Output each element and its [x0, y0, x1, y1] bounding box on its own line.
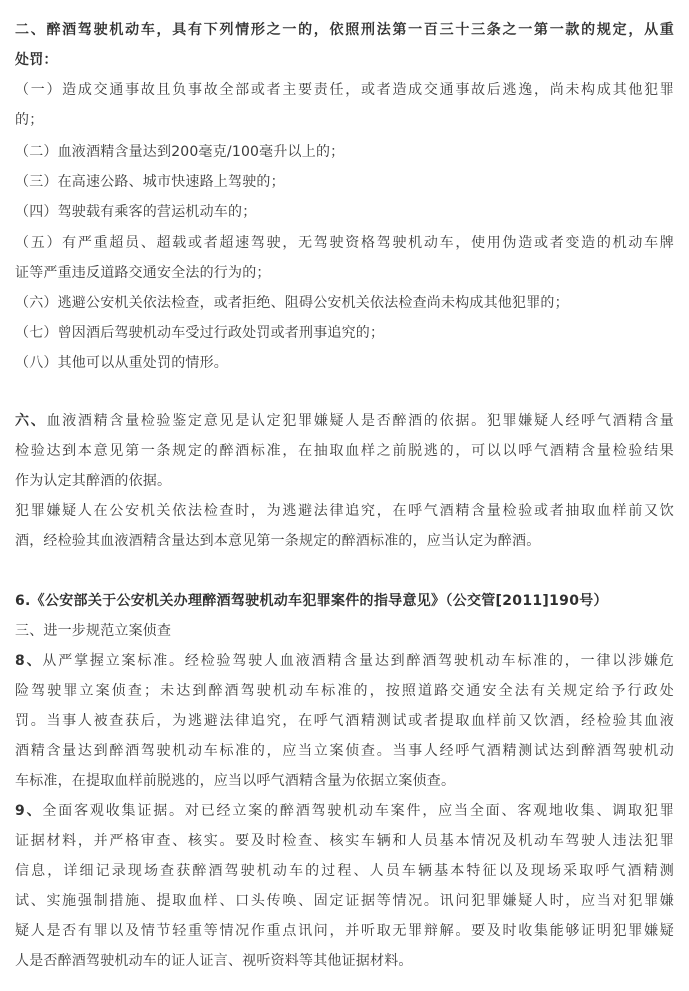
- doc6-p8-line-2: 险驾驶罪立案侦查；未达到醉酒驾驶机动车标准的，按照道路交通安全法有关规定给予行政处: [15, 683, 674, 699]
- doc6-p8-line-4: 酒精含量达到醉酒驾驶机动车标准的，应当立案侦查。当事人经呼气酒精测试达到醉酒驾驶机动: [15, 743, 674, 759]
- doc6-p9-line-5: 疑人是否有罪以及情节轻重等情况作重点讯问，并听取无罪辩解。要及时收集能够证明犯罪嫌疑: [15, 923, 674, 939]
- section2-item-8: （八）其他可以从重处罚的情形。: [15, 355, 228, 371]
- section2-item-6: （六）逃避公安机关依法检查，或者拒绝、阻碍公安机关依法检查尚未构成其他犯罪的；: [15, 295, 569, 311]
- section2-item-1-cont: 的；: [15, 112, 44, 128]
- section2-title: [15, 21, 674, 39]
- doc6-p9-line-6: 人是否醉酒驾驶机动车的证人证言、视听资料等其他证据材料。: [15, 953, 413, 969]
- doc6-title: 6.《公安部关于公安机关办理醉酒驾驶机动车犯罪案件的指导意见》（公交管[2011]190号）: [15, 593, 608, 609]
- doc6-p9-line-4: 试、实施强制措施、提取血样、口头传唤、固定证据等情况。讯问犯罪嫌疑人时，应当对犯罪嫌: [15, 893, 674, 909]
- section2-title-text: 二、醉酒驾驶机动车，具有下列情形之一的，依照刑法第一百三十三条之一第一款的规定，从重: [15, 22, 674, 38]
- doc6-p8-line-5: 车标准，在提取血样前脱逃的，应当以呼气酒精含量为依据立案侦查。: [15, 773, 456, 789]
- doc6-p9-line-2: 证据材料，并严格审查、核实。要及时检查、核实车辆和人员基本情况及机动车驾驶人违法犯罪: [15, 833, 674, 849]
- section2-item-5-cont: 证等严重违反道路交通安全法的行为的；: [15, 265, 271, 281]
- section2-item-4: （四）驾驶载有乘客的营运机动车的；: [15, 204, 257, 220]
- section2-title-cont: 处罚：: [15, 52, 58, 68]
- p8-lead: 8、: [15, 653, 43, 669]
- section6-lead: 六、: [15, 413, 47, 429]
- p9-lead: 9、: [15, 803, 43, 819]
- section2-item-7: （七）曾因酒后驾驶机动车受过行政处罚或者刑事追究的；: [15, 325, 385, 341]
- section2-item-1: （一）造成交通事故且负事故全部或者主要责任，或者造成交通事故后逃逸，尚未构成其他犯罪: [15, 82, 674, 98]
- section6-line-4: 犯罪嫌疑人在公安机关依法检查时，为逃避法律追究，在呼气酒精含量检验或者抽取血样前又饮: [15, 503, 674, 519]
- doc6-p9-line-3: 信息，详细记录现场查获醉酒驾驶机动车的过程、人员车辆基本特征以及现场采取呼气酒精测: [15, 863, 674, 879]
- doc6-p8-line-3: 罚。当事人被查获后，为逃避法律追究，在呼气酒精测试或者提取血样前又饮酒，经检验其血液: [15, 713, 674, 729]
- section6-line-1: 六、血液酒精含量检验鉴定意见是认定犯罪嫌疑人是否醉酒的依据。犯罪嫌疑人经呼气酒精含量: [15, 413, 674, 429]
- doc6-p9-line-1: 9、全面客观收集证据。对已经立案的醉酒驾驶机动车案件，应当全面、客观地收集、调取犯罪: [15, 803, 674, 819]
- doc6-subtitle: 三、进一步规范立案侦查: [15, 623, 172, 639]
- section2-item-2: （二）血液酒精含量达到200毫克/100毫升以上的；: [15, 144, 345, 160]
- section6-line-5: 酒，经检验其血液酒精含量达到本意见第一条规定的醉酒标准的，应当认定为醉酒。: [15, 533, 541, 549]
- section6-line-2: 检验达到本意见第一条规定的醉酒标准，在抽取血样之前脱逃的，可以以呼气酒精含量检验结果: [15, 443, 674, 459]
- section6-line-3: 作为认定其醉酒的依据。: [15, 473, 172, 489]
- doc6-p8-line-1: 8、从严掌握立案标准。经检验驾驶人血液酒精含量达到醉酒驾驶机动车标准的，一律以涉嫌危: [15, 653, 674, 669]
- section2-item-5: （五）有严重超员、超载或者超速驾驶，无驾驶资格驾驶机动车，使用伪造或者变造的机动车牌: [15, 235, 674, 251]
- section2-item-3: （三）在高速公路、城市快速路上驾驶的；: [15, 174, 285, 190]
